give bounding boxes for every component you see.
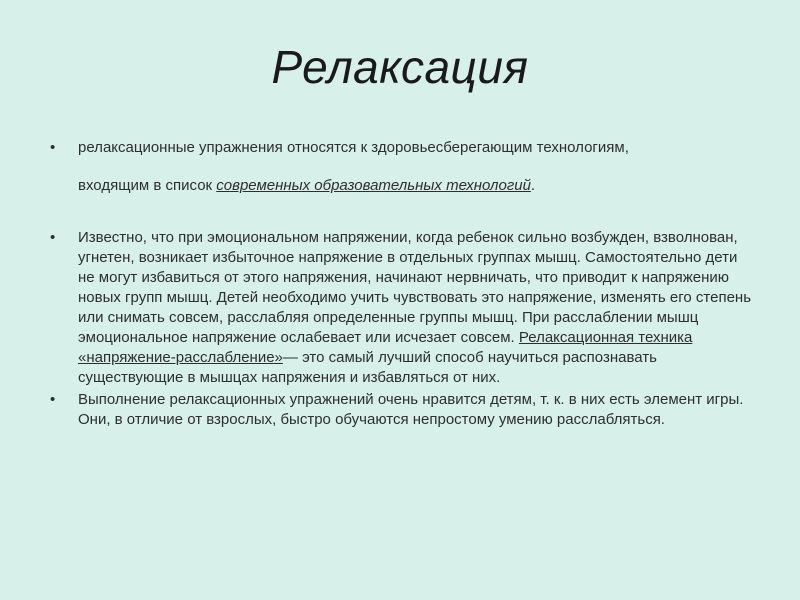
slide-title: Релаксация	[271, 41, 529, 93]
bullet-1-post: .	[530, 177, 536, 194]
relaxation-technique-link[interactable]: Релаксационная техника «напряжение-расслабление»	[78, 329, 693, 366]
bullet-1-text: релаксационные упражнения относятся к здоровьесберегающим технологиям,	[78, 139, 629, 156]
bullet-2-text: Известно, что при эмоциональном напряжении, когда ребенок сильно возбужден, взволнован, угнетен, возникает избыточное напряжение в отдельных группах мышц. Самостоятельно дети не могут избавиться от этого напряжения, начинают нервничать, что приводит к напряжению новых групп мышц. Детей необходимо учить чувствовать это напряжение, изменять его степень или снимать совсем, расслабляя определенные группы мышц. При расслаблении мышц эмоциональное напряжение ослабевает или исчезает совсем.	[78, 229, 752, 346]
bullet-2-post: — это самый лучший способ научиться распознавать существующие в мышцах напряжения и избавляться от них.	[78, 349, 657, 386]
bullet-dot-icon: •	[50, 391, 56, 408]
bullet-item-1	[48, 138, 753, 196]
bullet-dot-icon: •	[50, 229, 56, 246]
bullet-dot-icon: •	[50, 139, 56, 156]
modern-technologies-link[interactable]: современных образовательных технологий	[216, 177, 531, 194]
bullet-item-3	[48, 390, 753, 430]
bullet-3-text: Выполнение релаксационных упражнений очень нравится детям, т. к. в них есть элемент игры. Они, в отличие от взрослых, быстро обучаются непростому умению расслабляться.	[78, 391, 744, 428]
bullet-1-line2	[78, 176, 753, 196]
bullet-list	[48, 138, 753, 430]
bullet-item-2	[48, 228, 753, 388]
bullet-1-pre: входящим в список	[78, 177, 217, 194]
